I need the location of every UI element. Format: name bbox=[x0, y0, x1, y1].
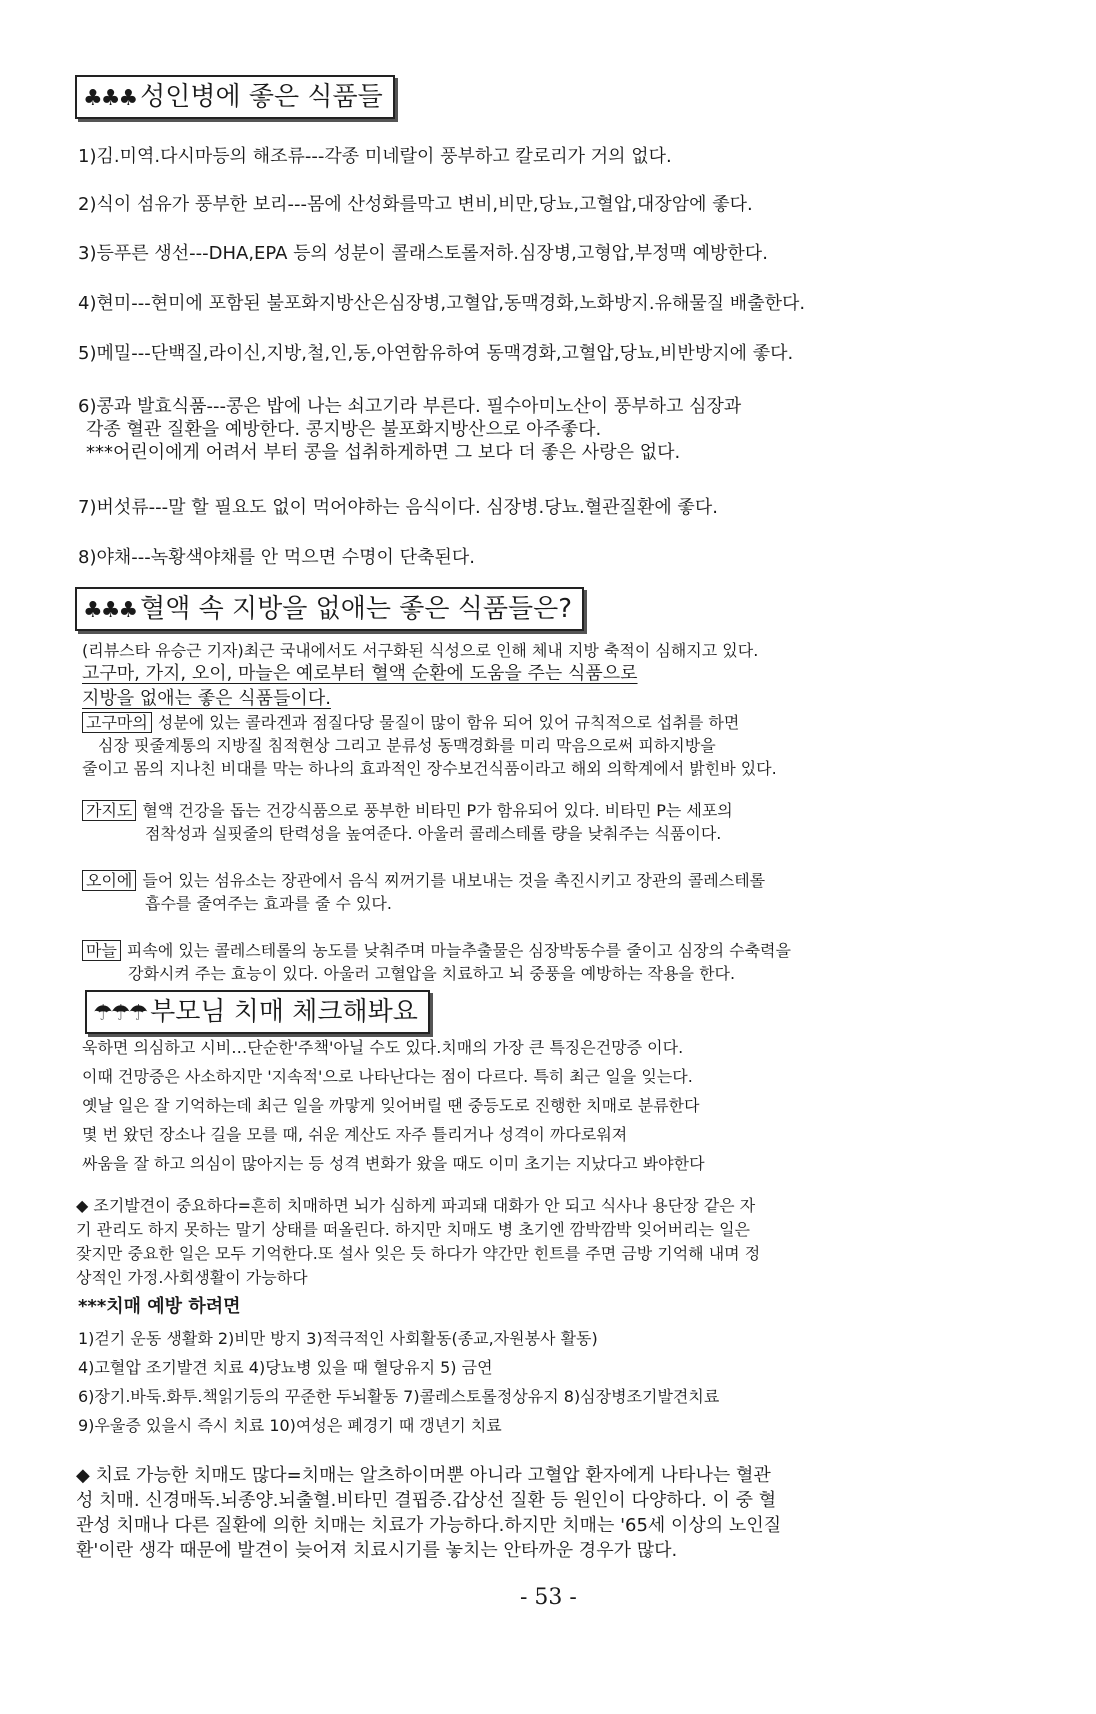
section1-heading: ♣♣♣ 성인병에 좋은 식품들 bbox=[75, 75, 395, 119]
s1-item-6: 6)콩과 발효식품---콩은 밥에 나는 쇠고기라 부른다. 필수아미노산이 풍부하고 심장과 bbox=[78, 396, 742, 417]
umbrella-icon: ☂☂☂ bbox=[93, 1001, 147, 1026]
s3-p1-4: 몇 번 왔던 장소나 길을 모를 때, 쉬운 계산도 자주 틀리거나 성격이 까다로워져 bbox=[82, 1125, 628, 1144]
s2-goguma-2: 심장 핏줄계통의 지방질 침적현상 그리고 분류성 동맥경화를 미리 막음으로써 피하지방을 bbox=[98, 736, 716, 755]
s3-p1-5: 싸움을 잘 하고 의심이 많아지는 등 성격 변화가 왔을 때도 이미 초기는 지났다고 봐야한다 bbox=[82, 1154, 705, 1173]
s2-goguma-3: 줄이고 몸의 지나친 비대를 막는 하나의 효과적인 장수보건식품이라고 해외 의학계에서 밝힌바 있다. bbox=[82, 759, 777, 778]
club-icon: ♣♣♣ bbox=[83, 598, 137, 623]
goguma-tag: 고구마의 bbox=[82, 712, 152, 733]
s3-prevention-3: 6)장기.바둑.화투.책읽기등의 꾸준한 두뇌활동 7)콜레스토롤정상유지 8)심장병조기발견치료 bbox=[78, 1387, 720, 1406]
maneul-tag: 마늘 bbox=[82, 940, 121, 961]
s3-p2-3: 잦지만 중요한 일은 모두 기억한다.또 설사 잊은 듯 하다가 약간만 힌트를 주면 금방 기억해 내며 정 bbox=[76, 1244, 761, 1263]
s1-item-7: 7)버섯류---말 할 필요도 없이 먹어야하는 음식이다. 심장병.당뇨.혈관질환에 좋다. bbox=[78, 497, 718, 518]
s1-item-1: 1)김.미역.다시마등의 해조류---각종 미네랄이 풍부하고 칼로리가 거의 없다. bbox=[78, 146, 672, 167]
s3-p1-3: 옛날 일은 잘 기억하는데 최근 일을 까맣게 잊어버릴 땐 중등도로 진행한 치매로 분류한다 bbox=[82, 1096, 700, 1115]
s3-prevention-1: 1)걷기 운동 생활화 2)비만 방지 3)적극적인 사회활동(종교,자원봉사 활동) bbox=[78, 1329, 598, 1348]
s3-p3-1: ◆ 치료 가능한 치매도 많다=치매는 알츠하이머뿐 아니라 고혈압 환자에게 나타나는 혈관 bbox=[76, 1465, 771, 1486]
page-number: - 53 - bbox=[520, 1585, 577, 1610]
s3-prevention-title: ***치매 예방 하려면 bbox=[78, 1296, 241, 1317]
s1-item-3: 3)등푸른 생선---DHA,EPA 등의 성분이 콜래스토롤저하.심장병,고형압,부정맥 예방한다. bbox=[78, 243, 768, 264]
section3-heading: ☂☂☂ 부모님 치매 체크해봐요 bbox=[85, 990, 430, 1034]
gaji-tag: 가지도 bbox=[82, 800, 136, 821]
s1-item-2: 2)식이 섬유가 풍부한 보리---몸에 산성화를막고 변비,비만,당뇨,고혈압,대장암에 좋다. bbox=[78, 194, 753, 215]
s3-p2-1: ◆ 조기발견이 중요하다=흔히 치매하면 뇌가 심하게 파괴돼 대화가 안 되고 식사나 용단장 같은 자 bbox=[76, 1196, 756, 1215]
s2-intro-3: 지방을 없애는 좋은 식품들이다. bbox=[82, 688, 331, 709]
s2-maneul-2: 강화시켜 주는 효능이 있다. 아울러 고혈압을 치료하고 뇌 중풍을 예방하는 작용을 한다. bbox=[128, 964, 736, 983]
oi-tag: 오이에 bbox=[82, 870, 136, 891]
s3-p2-4: 상적인 가정.사회생활이 가능하다 bbox=[76, 1268, 308, 1287]
s2-oi-2: 흡수를 줄여주는 효과를 줄 수 있다. bbox=[145, 894, 392, 913]
s3-p1-1: 욱하면 의심하고 시비…단순한'주책'아닐 수도 있다.치매의 가장 큰 특징은건망증 이다. bbox=[82, 1038, 684, 1057]
s1-item-6-note: ***어린이에게 어려서 부터 콩을 섭취하게하면 그 보다 더 좋은 사랑은 없다. bbox=[86, 442, 681, 463]
s2-intro-2: 고구마, 가지, 오이, 마늘은 예로부터 혈액 순환에 도움을 주는 식품으로 bbox=[82, 663, 638, 684]
s3-prevention-4: 9)우울증 있을시 즉시 치료 10)여성은 폐경기 때 갱년기 치료 bbox=[78, 1416, 502, 1435]
s3-p1-2: 이때 건망증은 사소하지만 '지속적'으로 나타난다는 점이 다르다. 특히 최근 일을 잊는다. bbox=[82, 1067, 693, 1086]
s1-item-6-cont: 각종 혈관 질환을 예방한다. 콩지방은 불포화지방산으로 아주좋다. bbox=[86, 419, 602, 440]
s2-goguma-1: 고구마의 성분에 있는 콜라겐과 점질다당 물질이 많이 함유 되어 있어 규칙적으로 섭취를 하면 bbox=[82, 712, 739, 734]
s3-p3-3: 관성 치매나 다른 질환에 의한 치매는 치료가 가능하다.하지만 치매는 '65세 이상의 노인질 bbox=[76, 1515, 782, 1536]
s2-maneul-1: 마늘 피속에 있는 콜레스테롤의 농도를 낮춰주며 마늘추출물은 심장박동수를 줄이고 심장의 수축력을 bbox=[82, 940, 791, 962]
s3-p2-2: 기 관리도 하지 못하는 말기 상태를 떠올린다. 하지만 치매도 병 초기엔 깜박깜박 잊어버리는 일은 bbox=[76, 1220, 750, 1239]
section2-heading: ♣♣♣ 혈액 속 지방을 없애는 좋은 식품들은? bbox=[75, 587, 584, 631]
s1-item-5: 5)메밀---단백질,라이신,지방,철,인,동,아연함유하여 동맥경화,고혈압,당뇨,비반방지에 좋다. bbox=[78, 343, 794, 364]
s3-p3-2: 성 치매. 신경매독.뇌종양.뇌출혈.비타민 결핍증.갑상선 질환 등 원인이 다양하다. 이 중 혈 bbox=[76, 1490, 777, 1511]
s1-item-8: 8)야채---녹황색야채를 안 먹으면 수명이 단축된다. bbox=[78, 547, 475, 568]
s3-prevention-2: 4)고혈압 조기발견 치료 4)당뇨병 있을 때 혈당유지 5) 금연 bbox=[78, 1358, 493, 1377]
s2-gaji-2: 점착성과 실핏줄의 탄력성을 높여준다. 아울러 콜레스테롤 량을 낮춰주는 식품이다. bbox=[145, 824, 722, 843]
s1-item-4: 4)현미---현미에 포함된 불포화지방산은심장병,고혈압,동맥경화,노화방지.유해물질 배출한다. bbox=[78, 293, 806, 314]
s2-gaji-1: 가지도 혈액 건강을 돕는 건강식품으로 풍부한 비타민 P가 함유되어 있다. 비타민 P는 세포의 bbox=[82, 800, 733, 822]
club-icon: ♣♣♣ bbox=[83, 86, 137, 111]
s3-p3-4: 환'이란 생각 때문에 발견이 늦어져 치료시기를 놓치는 안타까운 경우가 많다. bbox=[76, 1540, 678, 1561]
s2-intro-1: (리뷰스타 유승근 기자)최근 국내에서도 서구화된 식성으로 인해 체내 지방 축적이 심해지고 있다. bbox=[82, 641, 759, 660]
s2-oi-1: 오이에 들어 있는 섬유소는 장관에서 음식 찌꺼기를 내보내는 것을 촉진시키고 장관의 콜레스테롤 bbox=[82, 870, 765, 892]
